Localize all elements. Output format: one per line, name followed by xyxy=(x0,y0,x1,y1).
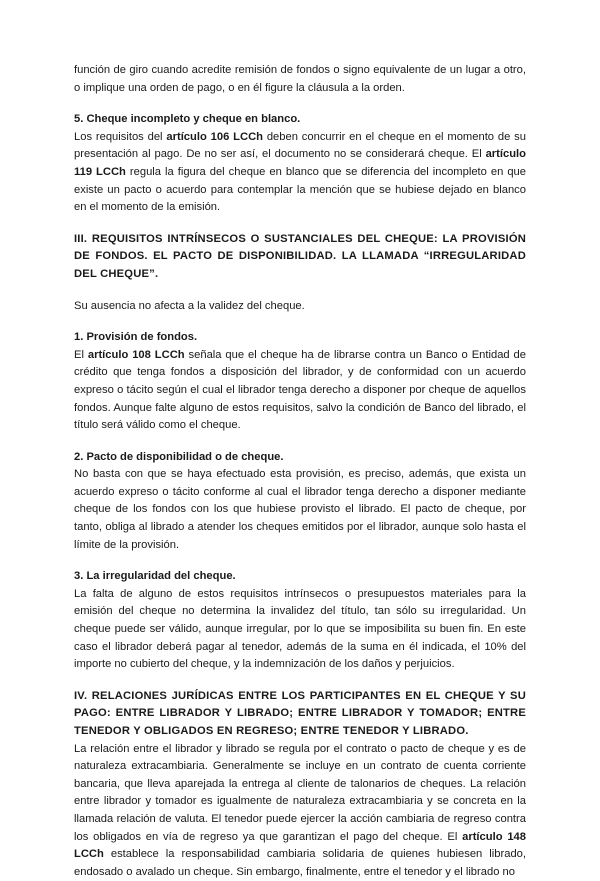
subsection-3-paragraph: La falta de alguno de estos requisitos intrínsecos o presupuestos materiales para la emisión del cheque no determina la invalidez del título, tan sólo su irregularidad. Un cheque puede ser válido, aunque irregular, por lo que se imposibilita su buen fin. En este caso el librador deberá pagar al tenedor, además de la suma en él indicada, el 10% del importe no cubierto del cheque, y la indemnización de los daños y perjuicios. xyxy=(74,587,526,671)
intro-paragraph: función de giro cuando acredite remisión de fondos o signo equivalente de un lugar a otro, o implique una orden de pago, o en él figure la cláusula a la orden. xyxy=(74,64,526,94)
section-5-paragraph: Los requisitos del artículo 106 LCCh deben concurrir en el cheque en el momento de su presentación al pago. De no ser así, el documento no se considerará cheque. El artículo 119 LCCh regula la figura del cheque en blanco que se diferencia del incompleto en que existe un pacto o acuerdo para contemplar la mención que se hubiese dejado en blanco en el momento de la emisión. xyxy=(74,130,527,214)
subsection-2-paragraph: No basta con que se haya efectuado esta provisión, es preciso, además, que exista un acuerdo expreso o tácito conforme al cual el librador tenga derecho a disponer mediante cheque de los fondos con los que hubiese provisto el librado. El pacto de cheque, por tanto, obliga al librado a atender los cheques emitidos por el librador, aunque solo hasta el límite de la provisión. xyxy=(74,468,526,551)
section-iii-intro: Su ausencia no afecta a la validez del cheque. xyxy=(74,299,305,312)
section-iii-heading: III. REQUISITOS INTRÍNSECOS O SUSTANCIALES DEL CHEQUE: LA PROVISIÓN DE FONDOS. EL PACTO DE DISPONIBILIDAD. LA LLAMADA “IRREGULARIDAD DEL CHEQUE”. xyxy=(74,232,526,280)
subsection-1-heading: 1. Provisión de fondos. xyxy=(74,331,198,344)
article-108-ref: artículo 108 LCCh xyxy=(87,348,185,361)
section-5-heading: 5. Cheque incompleto y cheque en blanco. xyxy=(74,113,301,126)
subsection-3-heading: 3. La irregularidad del cheque. xyxy=(74,570,236,583)
subsection-2-heading: 2. Pacto de disponibilidad o de cheque. xyxy=(74,450,284,463)
article-106-ref: artículo 106 LCCh xyxy=(166,130,263,143)
subsection-1-paragraph: El artículo 108 LCCh señala que el cheque ha de librarse contra un Banco o Entidad de crédito que tenga fondos a disposición del librador, y de conformidad con un acuerdo expreso o tácito según el cual el librador tenga derecho a disponer por cheque de aquellos fondos. Aunque falte alguno de estos requisitos, salvo la condición de Banco del librado, el título será válido como el cheque. xyxy=(74,348,526,432)
section-iv-heading: IV. RELACIONES JURÍDICAS ENTRE LOS PARTICIPANTES EN EL CHEQUE Y SU PAGO: ENTRE LIBRADOR Y LIBRADO; ENTRE LIBRADOR Y TOMADOR; ENTRE TENEDOR Y OBLIGADOS EN REGRESO; ENTRE TENEDOR Y LIBRADO. xyxy=(74,689,526,737)
article-119-ref: artículo 119 LCCh xyxy=(74,148,526,178)
section-iv-paragraph: La relación entre el librador y librado se regula por el contrato o pacto de cheque y es de naturaleza extracambiaria. Generalmente se incluye en un contrato de cuenta corriente bancaria, que lleva aparejada la entrega al cliente de talonarios de cheques. La relación entre librador y tomador es igualmente de naturaleza extracambiaria y se concreta en la llamada relación de valuta. El tenedor puede ejercer la acción cambiaria de regreso contra los obligados en vía de regreso ya que garantizan el pago del cheque. El artículo 148 LCCh establece la responsabilidad cambiaria solidaria de quienes hubiesen librado, endosado o avalado un cheque. Sin embargo, finalmente, entre el tenedor y el librado no xyxy=(74,742,526,878)
article-148-ref: artículo 148 LCCh xyxy=(74,830,526,861)
